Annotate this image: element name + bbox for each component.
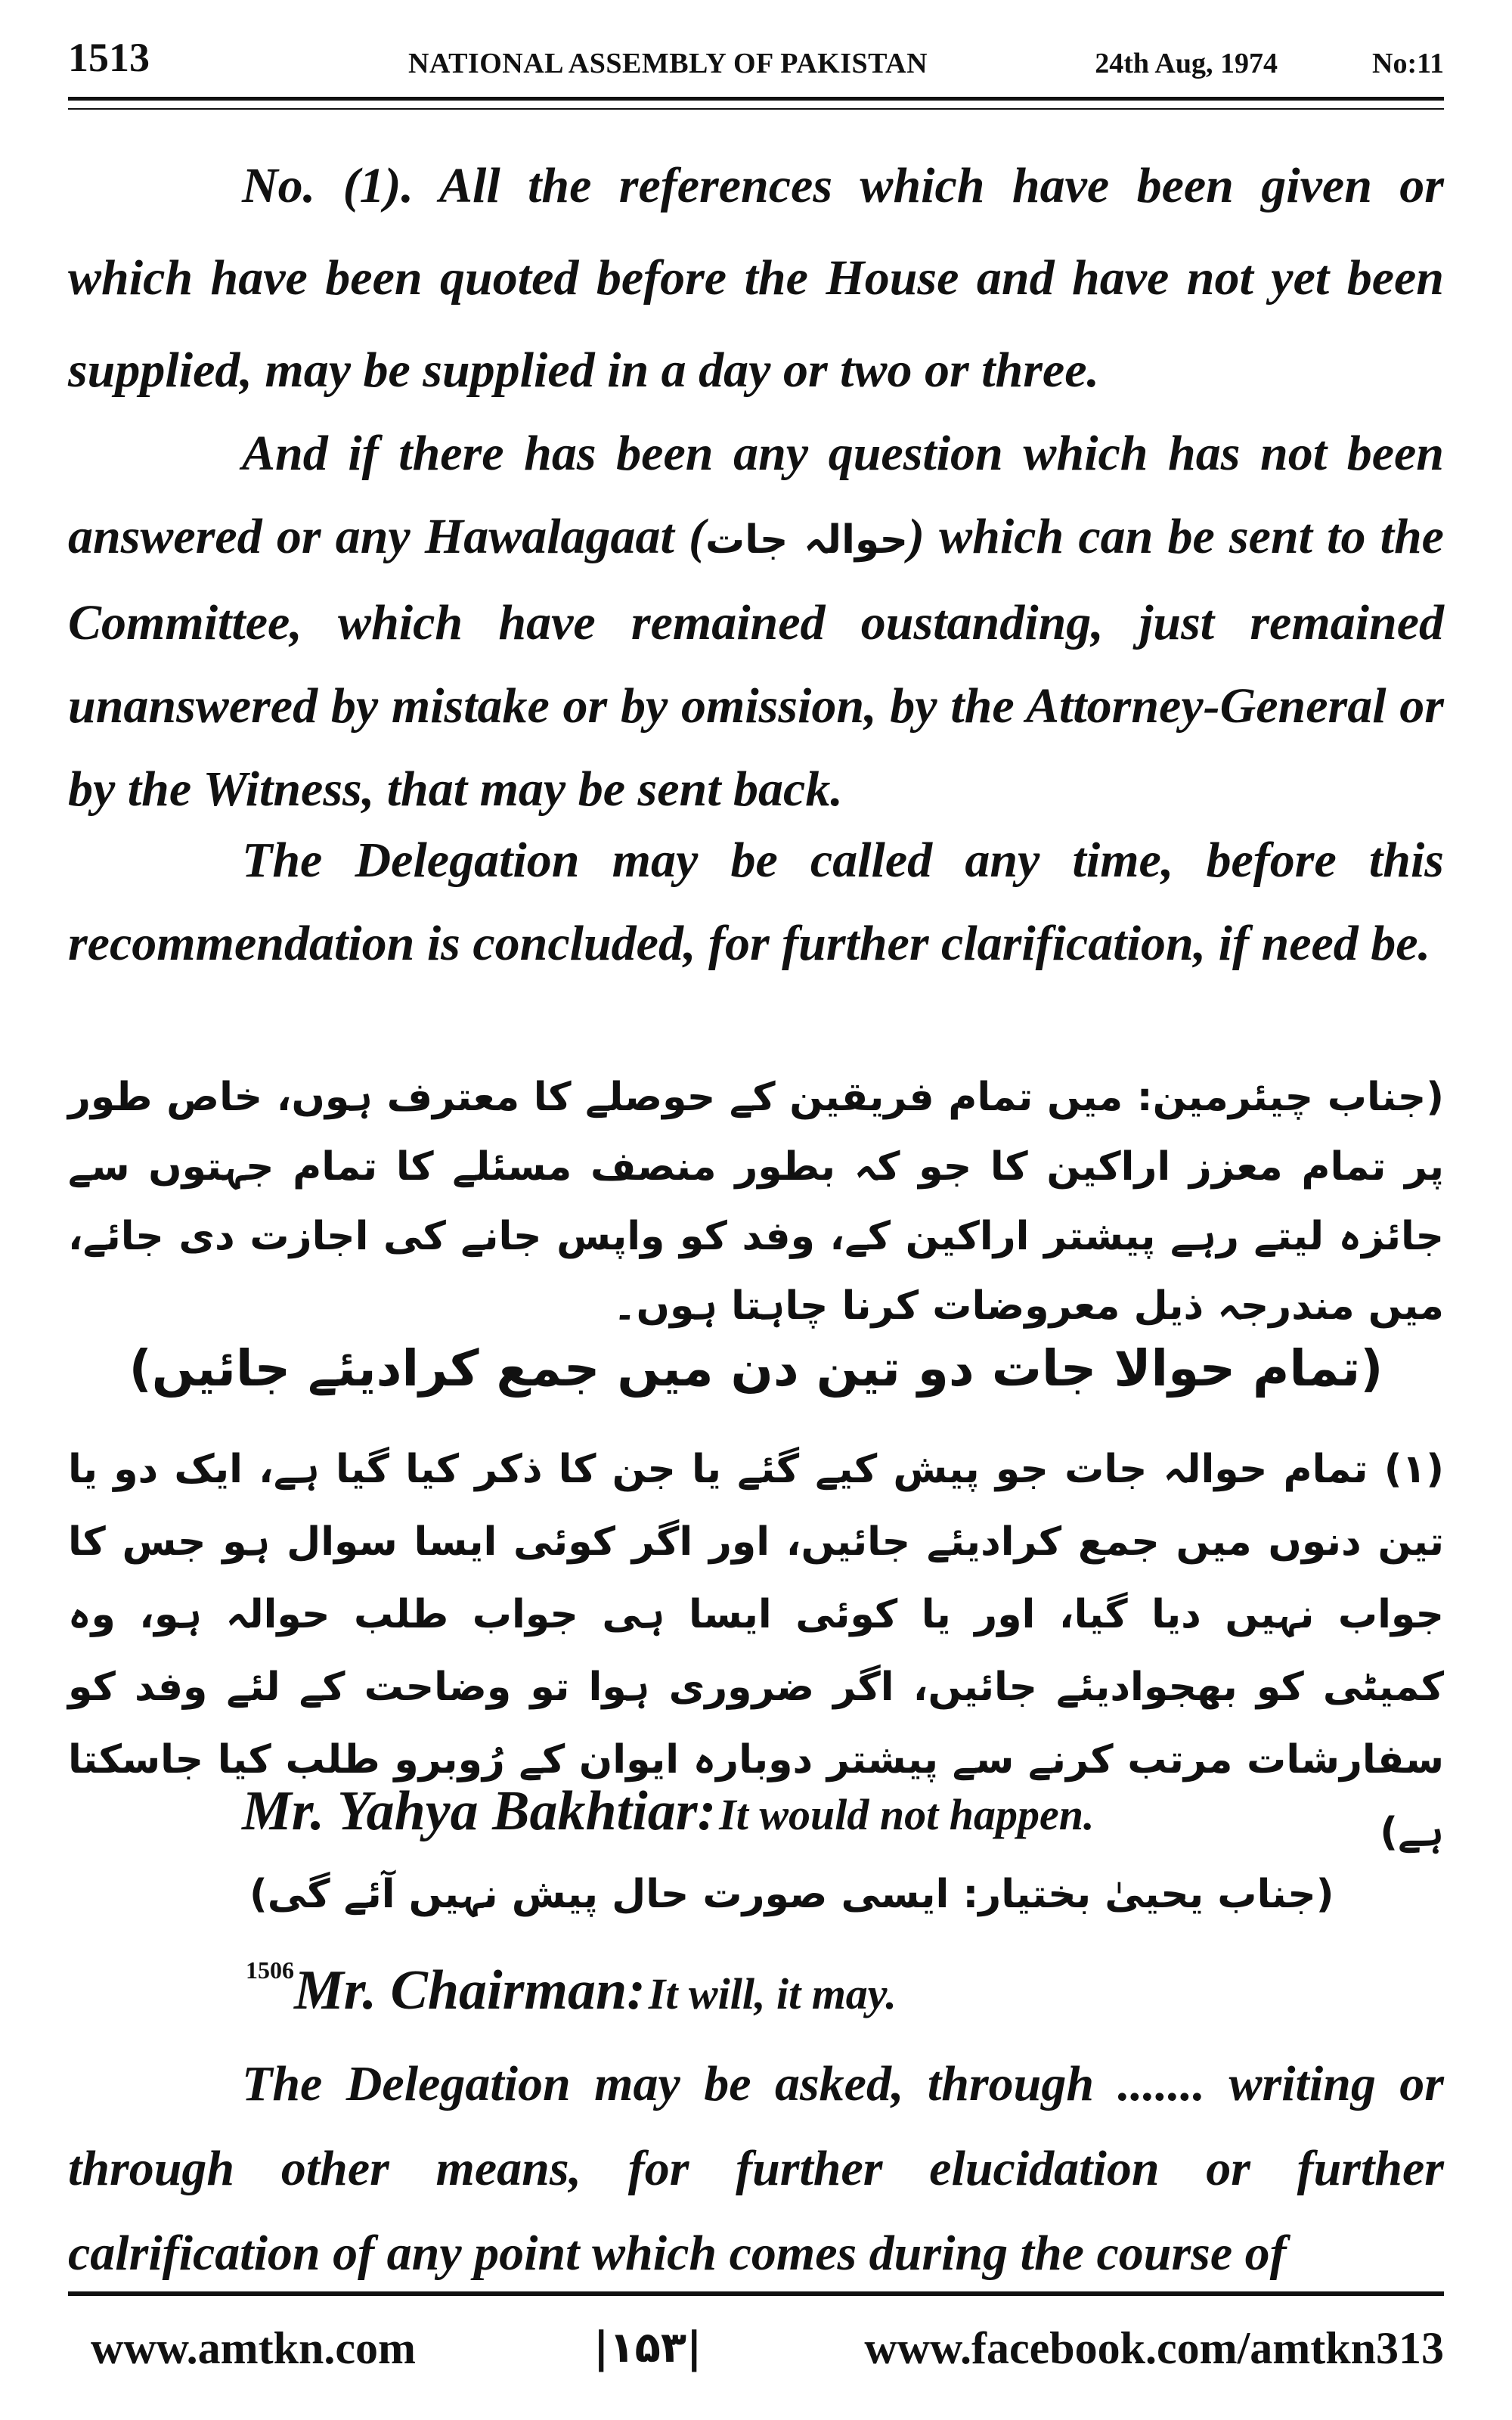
paragraph-references [68,140,1444,417]
session-date: 24th Aug, 1974 [1095,48,1278,79]
paragraph-questions-text-a: And if there has been any question which has not been answered or any Hawalagaat ( [68,426,1444,564]
paragraph-delegation-text: The Delegation may be called any time, before this recommendation is concluded, for further clarification, if need be. [68,833,1444,971]
paragraph-delegation [68,819,1444,985]
margin-page-reference: 1506 [246,1956,294,1984]
issue-number: No:11 [1372,48,1444,79]
urdu-translation-references: (۱) تمام حوالہ جات جو پیش کیے گئے یا جن کا ذکر کیا گیا ہے، ایک دو یا تین دنوں میں جمع کرادیئے جائیں، اور اگر کوئی ایسا سوال ہو جس کا جواب نہیں دیا گیا، اور یا کوئی ایسا ہی جواب طلب حوالہ ہو، وہ کمیٹی کو بھجوادیئے جائیں، اگر ضروری ہوا تو وضاحت کے لئے وفد کو سفارشات مرتب کرنے سے پیشتر دوبارہ ایوان کے رُوبرو طلب کیا جاسکتا ہے) [68,1447,1444,1855]
urdu-section-heading: (تمام حوالا جات دو تین دن میں جمع کرادیئے جائیں) [129,1339,1383,1398]
speaker-name: Mr. Chairman: [294,1959,646,2021]
publication-title: NATIONAL ASSEMBLY OF PAKISTAN [408,48,928,79]
speech-text: It will, it may. [648,1969,897,2018]
paragraph-questions-text-b: ) which can be sent to the Committee, which have remained oustanding, just remained unanswered by mistake or by omission, by the Attorney-General or by the Witness, that may be sent back. [68,509,1444,817]
footer-rule [68,2291,1444,2304]
facebook-link[interactable]: www.facebook.com/amtkn313 [864,2323,1444,2373]
speech-yahya-bakhtiar [242,1777,1095,1860]
page-header [68,30,1444,91]
paragraph-elucidation-text: The Delegation may be asked, through ....... writing or through other means, for further elucidation or further calrification of any point which comes during the course of [68,2056,1444,2281]
urdu-page-number: |۱۵۳| [593,2323,702,2372]
paragraph-questions [68,412,1444,831]
paragraph-elucidation [68,2042,1444,2296]
speaker-name: Mr. Yahya Bakhtiar: [242,1780,717,1842]
urdu-translation-yahya: (جناب یحییٰ بختیار: ایسی صورت حال پیش نہیں آئے گی) [249,1872,1334,1917]
page-footer [68,2314,1444,2382]
urdu-translation-chairman: (جناب چیئرمین: میں تمام فریقین کے حوصلے کا معترف ہوں، خاص طور پر تمام معزز اراکین کا جو کہ بطور منصف مسئلے کا تمام جہتوں سے جائزہ لیتے رہے پیشتر اراکین کے، وفد کو واپس جانے کی اجازت دی جائے، میں مندرجہ ذیل معروضات کرنا چاہتا ہوں۔ [68,1075,1444,1329]
speech-chairman [246,1932,897,2043]
page-number: 1513 [68,35,150,80]
inline-urdu-term: حوالہ جات [705,517,908,563]
speech-text: It would not happen. [719,1790,1095,1839]
paragraph-references-text: No. (1). All the references which have been given or which have been quoted before the House and have not yet been supplied, may be supplied in a day or two or three. [68,158,1444,398]
website-link[interactable]: www.amtkn.com [91,2323,416,2373]
header-rule [68,97,1444,110]
